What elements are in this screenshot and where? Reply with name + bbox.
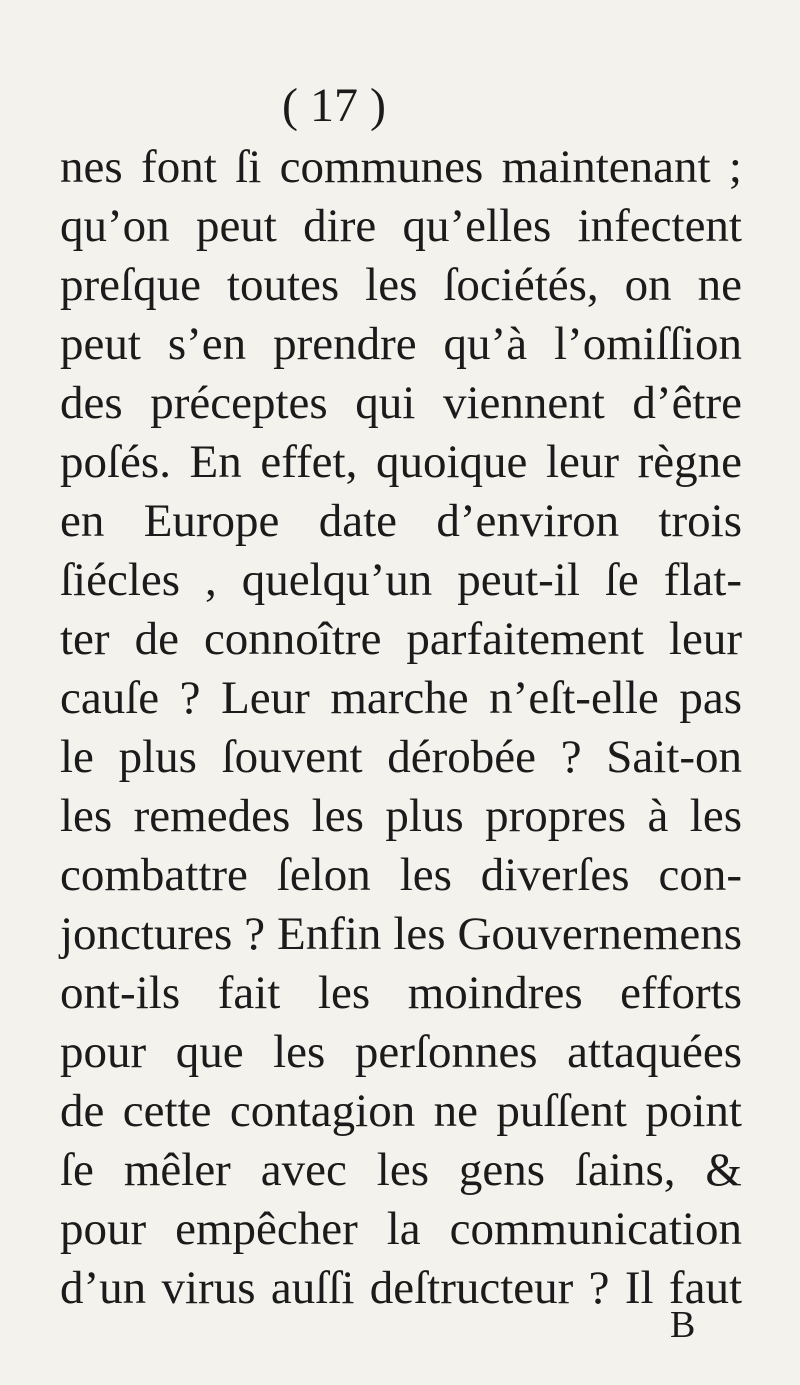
text-line: ſiécles , quelqu’un peut-il ſe flat- <box>60 554 742 606</box>
text-line: poſés. En effet, quoique leur règne <box>60 436 742 488</box>
text-line: ter de connoître parfaitement leur <box>60 613 742 665</box>
text-line: pour que les perſonnes attaquées <box>60 1026 742 1078</box>
text-line: jonctures ? Enfin les Gouvernemens <box>60 908 742 960</box>
text-line: nes font ſi communes maintenant ; <box>60 141 742 193</box>
text-line: preſque toutes les ſociétés, on ne <box>60 259 742 311</box>
text-line: en Europe date d’environ trois <box>60 495 742 547</box>
signature-mark: B <box>670 1304 696 1346</box>
text-line: des préceptes qui viennent d’être <box>60 377 742 429</box>
body-text <box>60 138 742 1318</box>
text-line: d’un virus auſſi deſtructeur ? Il faut <box>60 1262 742 1314</box>
text-line: le plus ſouvent dérobée ? Sait-on <box>60 731 742 783</box>
text-line: combattre ſelon les diverſes con- <box>60 849 742 901</box>
text-line: pour empêcher la communication <box>60 1203 742 1255</box>
text-line: qu’on peut dire qu’elles infectent <box>60 200 742 252</box>
text-line: cauſe ? Leur marche n’eſt-elle pas <box>60 672 742 724</box>
text-line: les remedes les plus propres à les <box>60 790 742 842</box>
text-line: peut s’en prendre qu’à l’omiſſion <box>60 318 742 370</box>
text-line: ſe mêler avec les gens ſains, & <box>60 1144 742 1196</box>
text-line: de cette contagion ne puſſent point <box>60 1085 742 1137</box>
text-line: ont-ils fait les moindres efforts <box>60 967 742 1019</box>
page-number: ( 17 ) <box>282 79 386 132</box>
